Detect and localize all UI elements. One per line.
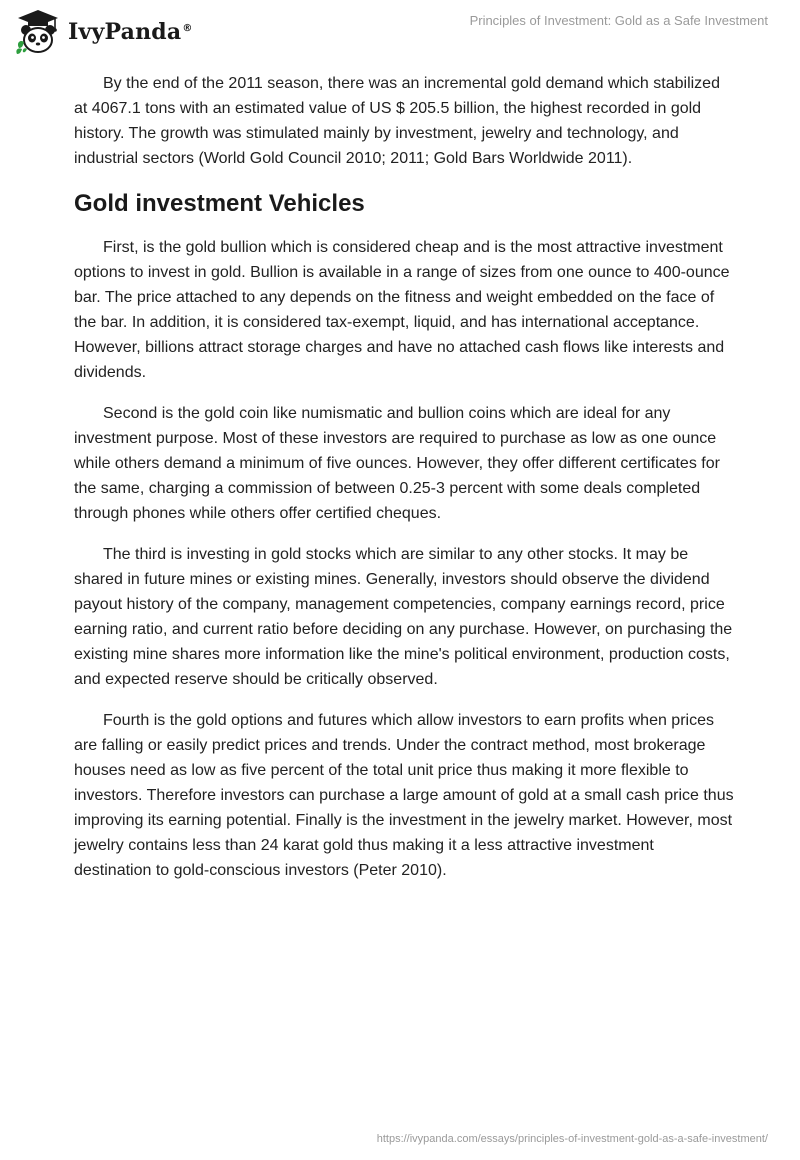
paragraph-stocks: The third is investing in gold stocks which are similar to any other stocks. It may be shared in future mines or existing mines. Generally, investors should observe the dividend payout history of the company, management competencies, company earnings record, price earning ratio, and current ratio before deciding on any purchase. However, on purchasing the existing mine shares more information like the mine's political environment, production costs, and expected reserve should be critically observed. [74,546,733,688]
section-heading: Gold investment Vehicles [74,190,365,217]
logo-wordmark [68,19,193,45]
page-header [0,0,800,62]
paragraph-coins: Second is the gold coin like numismatic and bullion coins which are ideal for any investment purpose. Most of these investors are required to purchase as low as one ounce while others demand a minimum of five ounces. However, they offer different certificates for the same, charging a commission of between 0.25-3 percent with some deals completed through phones while others offer certified cheques. [74,405,720,522]
paragraph-options-futures: Fourth is the gold options and futures which allow investors to earn profits when prices are falling or easily predict prices and trends. Under the contract method, most brokerage houses need as low as five percent of the total unit price thus making it more flexible to investors. Therefore investors can purchase a large amount of gold at a small cash price thus improving its earning potential. Finally is the investment in the jewelry market. However, most jewelry contains less than 24 karat gold thus making it a less attractive investment destination to gold-conscious investors (Peter 2010). [74,712,734,879]
document-title: Principles of Investment: Gold as a Safe Investment [469,13,768,28]
panda-graduation-cap-icon [14,8,62,56]
article-body [74,71,734,899]
source-url[interactable]: https://ivypanda.com/essays/principles-of-investment-gold-as-a-safe-investment/ [376,1133,768,1145]
intro-paragraph: By the end of the 2011 season, there was an incremental gold demand which stabilized at 4067.1 tons with an estimated value of US $ 205.5 billion, the highest recorded in gold history. The growth was stimulated mainly by investment, jewelry and technology, and industrial sectors (World Gold Council 2010; 2011; Gold Bars Worldwide 2011). [74,75,720,167]
ivypanda-logo[interactable] [14,8,193,56]
registered-mark: ® [182,22,193,34]
brand-name: IvyPanda [68,19,182,45]
paragraph-bullion: First, is the gold bullion which is considered cheap and is the most attractive investment options to invest in gold. Bullion is available in a range of sizes from one ounce to 400-ounce bar. The price attached to any depends on the fitness and weight embedded on the face of the bar. In addition, it is considered tax-exempt, liquid, and has international acceptance. However, billions attract storage charges and have no attached cash flows like interests and dividends. [74,239,730,381]
